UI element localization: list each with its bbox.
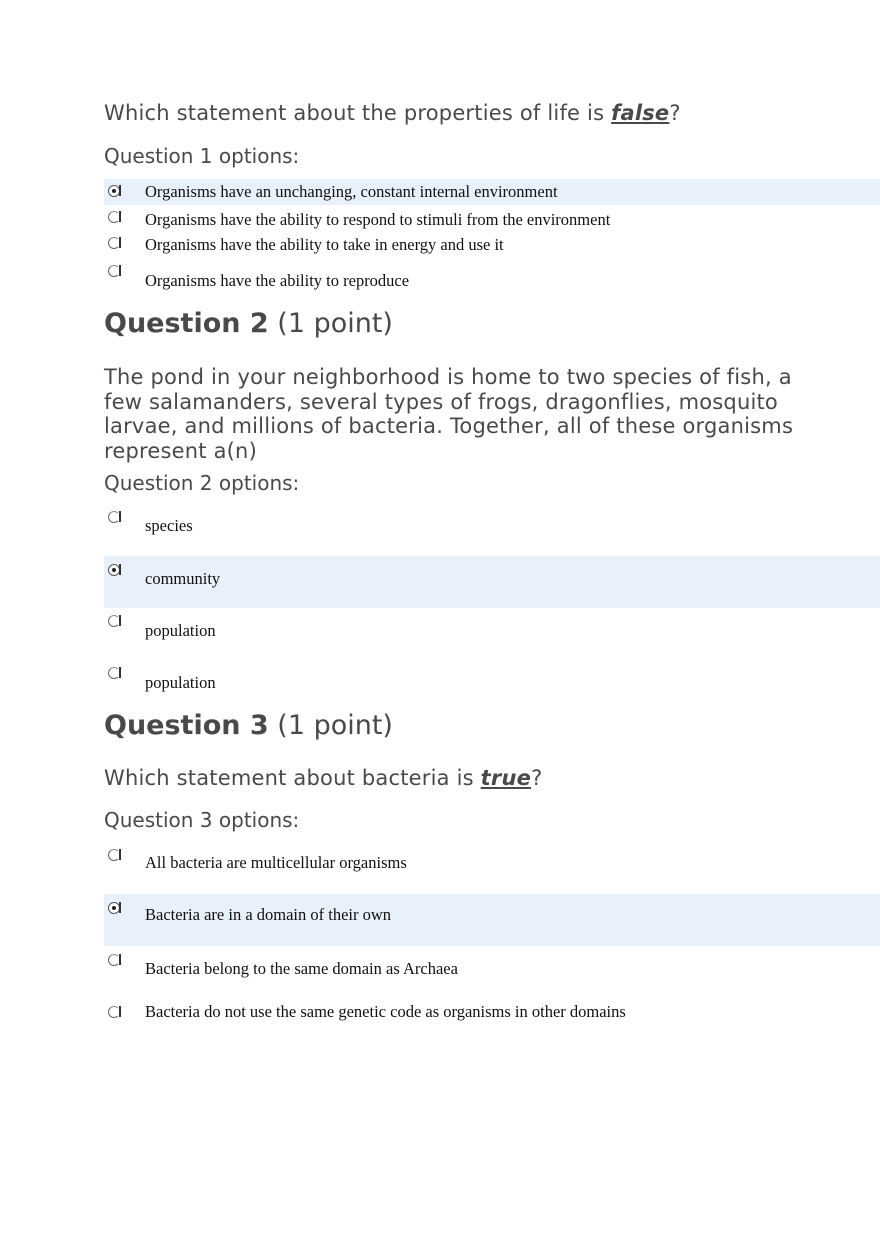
q3-points: (1 point) [277,710,393,741]
q1-prompt [104,101,681,125]
radio-edge [119,954,121,965]
q2-option-2-label: community [145,569,221,588]
q2-options-label: Question 2 options: [104,471,300,495]
q1-prompt-end: ? [669,101,681,125]
q3-option-4-label: Bacteria do not use the same genetic code as organisms in other domains [145,1002,626,1021]
q3-option-1-label: All bacteria are multicellular organisms [145,853,407,872]
q1-option-2-label: Organisms have the ability to respond to stimuli from the environment [145,210,611,229]
radio-edge [119,211,121,222]
q1-prompt-emphasis: false [611,101,670,125]
q3-option-3-label: Bacteria belong to the same domain as Archaea [145,959,458,978]
radio-edge [119,667,121,678]
q3-option-2-label: Bacteria are in a domain of their own [145,905,392,924]
q3-options-label: Question 3 options: [104,808,300,832]
q2-option-3-label: population [145,621,216,640]
q1-options-label: Question 1 options: [104,144,300,168]
radio-edge [119,564,121,575]
q3-option-2[interactable] [104,894,880,946]
q3-option-1[interactable] [104,842,880,894]
radio-edge [119,1006,121,1017]
q3-prompt-text: Which statement about bacteria is [104,766,481,790]
q2-option-4[interactable] [104,660,880,700]
q1-option-3-label: Organisms have the ability to take in energy and use it [145,235,504,254]
q1-option-4[interactable] [104,259,880,295]
q3-prompt [104,766,542,790]
q2-heading [104,308,393,339]
q1-prompt-text: Which statement about the properties of life is [104,101,612,125]
q2-text: The pond in your neighborhood is home to two species of fish, a few salamanders, several types of frogs, dragonflies, mosquito larvae, and millions of bacteria. Together, all of these organisms represent a(n) [104,365,794,463]
radio-edge [119,902,121,913]
q1-option-3[interactable] [104,233,880,258]
q3-option-3[interactable] [104,946,880,992]
q2-heading-number: Question 2 [104,308,269,339]
radio-edge [119,185,121,196]
q1-option-2[interactable] [104,207,880,232]
q2-option-3[interactable] [104,608,880,660]
radio-edge [119,615,121,626]
radio-edge [119,511,121,522]
q3-heading-number: Question 3 [104,710,269,741]
radio-edge [119,849,121,860]
q2-option-1-label: species [145,516,193,535]
q1-option-1-label: Organisms have an unchanging, constant internal environment [145,182,558,201]
q2-option-1[interactable] [104,504,880,556]
q3-prompt-emphasis: true [480,766,532,790]
q3-option-4[interactable] [104,996,880,1028]
q1-option-4-label: Organisms have the ability to reproduce [145,271,410,290]
radio-edge [119,265,121,276]
q3-prompt-end: ? [531,766,543,790]
q1-option-1[interactable] [104,179,880,205]
q2-option-2[interactable] [104,556,880,608]
q2-option-4-label: population [145,673,216,692]
q2-points: (1 point) [277,308,393,339]
radio-edge [119,237,121,248]
q3-heading [104,710,393,741]
